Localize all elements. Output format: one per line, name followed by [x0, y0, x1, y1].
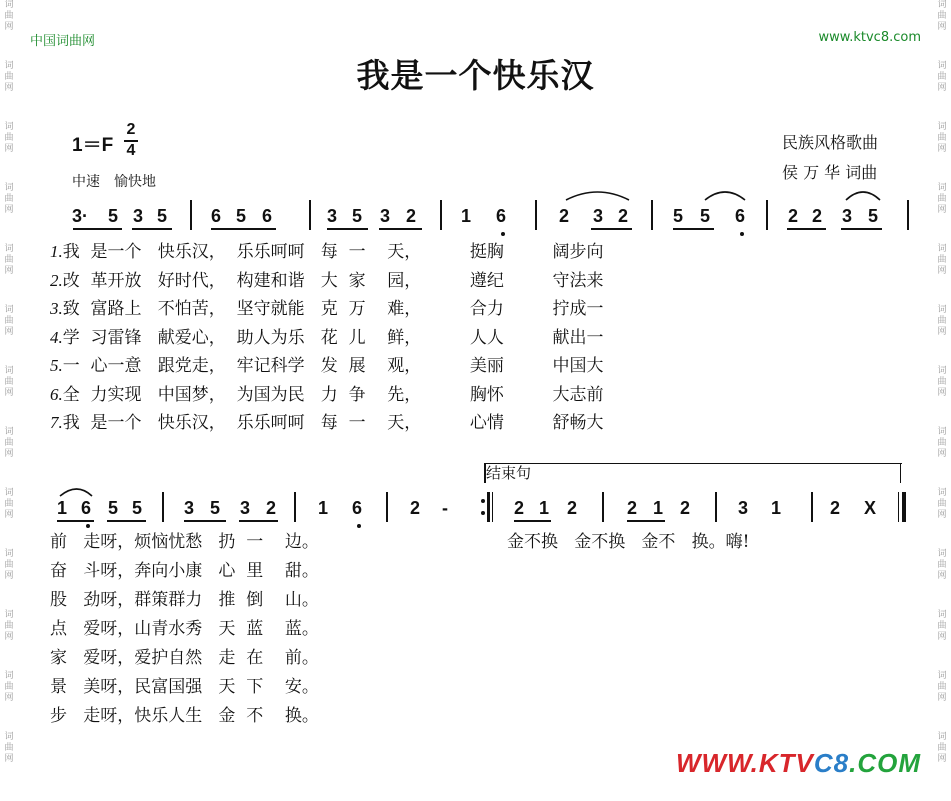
watermark-char: 网 [937, 693, 947, 703]
note: 1 [57, 498, 68, 518]
ending-bracket-left [484, 463, 486, 483]
note: 2 [559, 206, 570, 226]
note: 1 [539, 498, 550, 518]
watermark-char: 词 [4, 488, 14, 498]
watermark-char: 词 [4, 305, 14, 315]
watermark-char: 网 [4, 83, 14, 93]
watermark-char: 网 [4, 205, 14, 215]
watermark-char: 网 [937, 205, 947, 215]
lyric-row: 前 走呀，烦恼忧愁 扔 一 边。 [50, 532, 319, 552]
underline [57, 520, 94, 522]
watermark-char: 曲 [4, 438, 14, 448]
lyric-row [50, 240, 603, 264]
song-author: 侯 万 华 词曲 [782, 163, 878, 182]
slur-arc [846, 192, 880, 200]
note: 3 [240, 498, 251, 518]
watermark-char: 曲 [937, 560, 947, 570]
song-title: 我是一个快乐汉 [356, 56, 595, 95]
watermark-char: 网 [937, 266, 947, 276]
watermark-char: 词 [4, 732, 14, 742]
watermark-char: 曲 [4, 377, 14, 387]
note: 3 [738, 498, 749, 518]
note: 3 [593, 206, 604, 226]
note: 5 [210, 498, 221, 518]
slurs-line-2 [0, 460, 951, 520]
watermark-char: 网 [4, 571, 14, 581]
watermark-char: 词 [4, 610, 14, 620]
lyric-row: 景 美呀，民富国强 天 下 安。 [50, 677, 319, 697]
watermark-char: 曲 [4, 11, 14, 21]
logo-c8: C8 [813, 748, 850, 778]
note: 2 [680, 498, 691, 518]
note: 2 [266, 498, 277, 518]
lyric-row: 奋 斗呀，奔向小康 心 里 甜。 [50, 561, 319, 581]
note: 3 [327, 206, 338, 226]
note: 2 [812, 206, 823, 226]
verse-text: 全 力实现 中国梦， 为国为民 力 争 先， 胸怀 大志前 [62, 384, 604, 405]
time-signature-top: 2 [126, 121, 136, 138]
watermark-char: 网 [4, 327, 14, 337]
note: 5 [673, 206, 684, 226]
verse-number: 7. [50, 413, 63, 432]
site-logo[interactable] [676, 748, 921, 779]
verse-text: 致 富路上 不怕苦， 坚守就能 克 万 难， 合力 拧成一 [62, 299, 604, 319]
note: 2 [830, 498, 841, 518]
watermark-char: 网 [4, 449, 14, 459]
watermark-char: 曲 [937, 499, 947, 509]
note: 3· [72, 206, 89, 226]
verse-text: 我 是一个 快乐汉， 乐乐呵呵 每 一 天， 挺胸 阔步向 [62, 242, 604, 262]
lyric-row [50, 411, 603, 435]
time-signature-bottom: 4 [126, 142, 136, 159]
watermark-char: 曲 [4, 743, 14, 753]
verse-number: 3. [50, 299, 63, 318]
lyric-row [50, 354, 603, 378]
watermark-char: 词 [937, 183, 947, 193]
watermark-char: 词 [4, 61, 14, 71]
ending-bracket-top [484, 463, 902, 464]
watermark-char: 网 [4, 754, 14, 764]
watermark-char: 曲 [4, 255, 14, 265]
logo-www: WWW. [675, 748, 759, 778]
slur-arc [60, 489, 92, 496]
watermark-char: 曲 [4, 560, 14, 570]
verse-number: 1. [50, 242, 63, 261]
note: 2 [406, 206, 417, 226]
note: 3 [133, 206, 144, 226]
watermark-char: 网 [4, 510, 14, 520]
watermark-char: 词 [4, 183, 14, 193]
watermark-char: 词 [4, 244, 14, 254]
watermark-char: 词 [937, 549, 947, 559]
watermark-char: 词 [937, 427, 947, 437]
note: 5 [236, 206, 247, 226]
watermark-char: 曲 [4, 72, 14, 82]
watermark-char: 词 [937, 366, 947, 376]
watermark-char: 网 [937, 83, 947, 93]
watermark-char: 网 [937, 327, 947, 337]
note: 6 [496, 206, 507, 226]
watermark-char: 网 [937, 632, 947, 642]
watermark-char: 词 [937, 122, 947, 132]
watermark-char: 曲 [937, 72, 947, 82]
watermark-char: 曲 [937, 682, 947, 692]
slurs-line-1 [0, 0, 951, 260]
key-signature: 1＝F [72, 135, 114, 156]
note: 5 [108, 206, 119, 226]
watermark-char: 词 [4, 549, 14, 559]
watermark-char: 网 [937, 571, 947, 581]
note: 5 [108, 498, 119, 518]
watermark-char: 词 [937, 305, 947, 315]
watermark-char: 曲 [937, 743, 947, 753]
underline [184, 520, 226, 522]
note: 2 [410, 498, 421, 518]
logo-com: .COM [849, 748, 921, 778]
watermark-char: 曲 [937, 133, 947, 143]
watermark-char: 曲 [937, 316, 947, 326]
watermark-char: 网 [937, 22, 947, 32]
note: 1 [461, 206, 472, 226]
watermark-char: 网 [937, 144, 947, 154]
watermark-char: 曲 [937, 438, 947, 448]
note: 1 [653, 498, 664, 518]
note: 3 [380, 206, 391, 226]
watermark-char: 曲 [937, 194, 947, 204]
watermark-char: 词 [4, 427, 14, 437]
note: 6 [211, 206, 222, 226]
note: X [864, 498, 877, 518]
note: 2 [627, 498, 638, 518]
note: 3 [184, 498, 195, 518]
watermark-char: 网 [4, 388, 14, 398]
watermark-char: 曲 [937, 11, 947, 21]
watermark-char: 词 [4, 0, 14, 10]
watermark-char: 词 [4, 122, 14, 132]
note: 6 [81, 498, 92, 518]
watermark-char: 曲 [937, 255, 947, 265]
watermark-char: 网 [937, 754, 947, 764]
site-name: 中国词曲网 [30, 34, 96, 49]
ending-bracket-right [900, 463, 901, 483]
note: 5 [352, 206, 363, 226]
octave-dot [357, 524, 361, 528]
watermark-char: 网 [937, 510, 947, 520]
note: 1 [771, 498, 782, 518]
watermark-char: 曲 [4, 133, 14, 143]
lyric-row: 步 走呀，快乐人生 金 不 换。 [50, 706, 319, 726]
note: 2 [514, 498, 525, 518]
lyric-row: 股 劲呀，群策群力 推 倒 山。 [50, 590, 319, 610]
octave-dot [86, 524, 90, 528]
slur-arc [566, 192, 629, 200]
note: 2 [567, 498, 578, 518]
note: 3 [842, 206, 853, 226]
verse-number: 6. [50, 384, 63, 404]
ending-lyric: 金不换 金不换 金不 换。嗨! [507, 532, 750, 552]
watermark-char: 词 [937, 488, 947, 498]
lyric-row [50, 269, 603, 293]
lyric-row: 点 爱呀，山青水秀 天 蓝 蓝。 [50, 619, 319, 639]
watermark-char: 词 [937, 61, 947, 71]
underline [239, 520, 278, 522]
lyric-row [50, 383, 603, 407]
logo-ktv: KTV [758, 748, 814, 778]
watermark-char: 曲 [4, 316, 14, 326]
watermark-char: 词 [937, 732, 947, 742]
note: 2 [618, 206, 629, 226]
watermark-char: 曲 [937, 621, 947, 631]
note: 5 [868, 206, 879, 226]
verse-text: 一 心一意 跟党走， 牢记科学 发 展 观， 美丽 中国大 [62, 356, 604, 376]
watermark-char: 网 [4, 266, 14, 276]
watermark-char: 词 [937, 0, 947, 10]
note: 2 [788, 206, 799, 226]
note: 6 [262, 206, 273, 226]
watermark-char: 曲 [4, 621, 14, 631]
tempo-marking: 中速 愉快地 [72, 174, 156, 190]
note: 1 [318, 498, 329, 518]
watermark-char: 网 [937, 388, 947, 398]
note: 6 [735, 206, 746, 226]
watermark-char: 网 [4, 693, 14, 703]
verse-text: 学 习雷锋 献爱心， 助人为乐 花 儿 鲜， 人人 献出一 [62, 327, 604, 348]
slur-arc [705, 192, 745, 200]
watermark-char: 词 [937, 671, 947, 681]
watermark-char: 网 [4, 22, 14, 32]
song-style: 民族风格歌曲 [782, 133, 879, 152]
watermark-char: 词 [4, 671, 14, 681]
lyric-row: 家 爱呀，爱护自然 走 在 前。 [50, 648, 319, 668]
note: - [442, 498, 448, 518]
verse-number: 5. [50, 356, 63, 375]
watermark-char: 曲 [4, 194, 14, 204]
underline [107, 520, 146, 522]
lyric-row [50, 326, 603, 350]
verse-text: 我 是一个 快乐汉， 乐乐呵呵 每 一 天， 心情 舒畅大 [62, 413, 604, 433]
watermark-char: 词 [937, 610, 947, 620]
watermark-char: 曲 [937, 377, 947, 387]
lyric-row [50, 297, 603, 321]
note: 6 [352, 498, 363, 518]
note: 5 [700, 206, 711, 226]
verse-number: 4. [50, 327, 63, 347]
note: 5 [157, 206, 168, 226]
underline [514, 520, 551, 522]
watermark-char: 词 [937, 244, 947, 254]
site-url[interactable]: www.ktvc8.com [818, 30, 921, 45]
note: 5 [132, 498, 143, 518]
underline [627, 520, 665, 522]
verse-number: 2. [50, 270, 63, 290]
watermark-char: 曲 [4, 499, 14, 509]
watermark-char: 网 [4, 144, 14, 154]
verse-text: 改 革开放 好时代， 构建和谐 大 家 园， 遵纪 守法来 [62, 270, 604, 291]
watermark-char: 曲 [4, 682, 14, 692]
watermark-char: 网 [4, 632, 14, 642]
watermark-char: 词 [4, 366, 14, 376]
watermark-char: 网 [937, 449, 947, 459]
ending-label: 结束句 [486, 464, 532, 482]
